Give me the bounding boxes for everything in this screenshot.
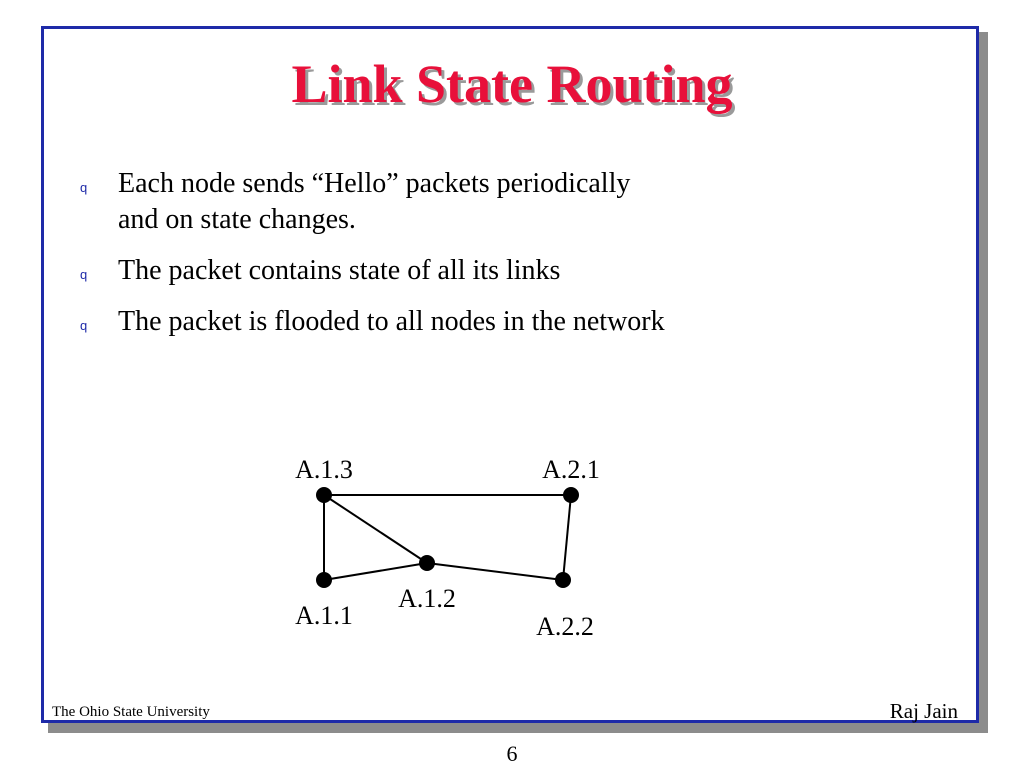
bullet-marker: q [80,180,88,195]
bullet-line: The packet contains state of all its links [118,255,561,286]
edge-a13-a12 [324,495,427,563]
bullet-line: and on state changes. [118,204,356,235]
node-label: A.1.2 [398,584,456,613]
diagram-nodes [316,487,579,588]
bullet-line: Each node sends “Hello” packets periodically [118,168,631,199]
footer-institution: The Ohio State University [52,704,210,720]
bullet-line: The packet is flooded to all nodes in the network [118,306,665,337]
edge-a11-a12 [324,563,427,580]
bullet-marker: q [80,267,88,282]
footer-author: Raj Jain [889,699,958,723]
node-a21 [563,487,579,503]
bullet-marker: q [80,318,88,333]
node-label: A.1.3 [295,455,353,484]
node-a11 [316,572,332,588]
node-a12 [419,555,435,571]
slide-title: Link State Routing [291,54,733,114]
node-label: A.2.2 [536,612,594,641]
node-a13 [316,487,332,503]
node-label: A.1.1 [295,601,353,630]
page-number: 6 [506,741,518,766]
edge-a21-a22 [563,495,571,580]
diagram-labels [295,455,600,641]
edge-a12-a22 [427,563,563,580]
node-a22 [555,572,571,588]
diagram-edges [324,495,571,580]
node-label: A.2.1 [542,455,600,484]
